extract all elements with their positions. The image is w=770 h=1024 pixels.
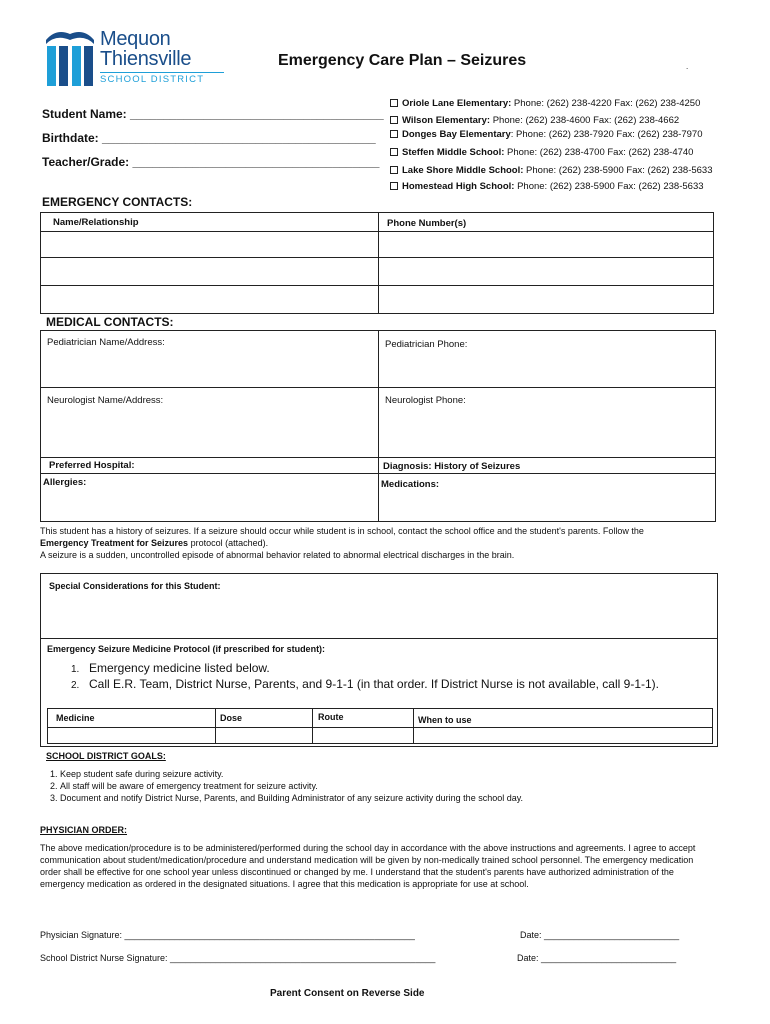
medical-contacts-table bbox=[40, 330, 716, 522]
emergency-contacts-heading: EMERGENCY CONTACTS: bbox=[42, 195, 193, 209]
teacher-grade-field[interactable]: Teacher/Grade: _____________________________________ bbox=[42, 155, 380, 169]
special-considerations-label: Special Considerations for this Student: bbox=[49, 581, 221, 591]
protocol-item-1: 1. Emergency medicine listed below. bbox=[71, 661, 270, 675]
checkbox-icon[interactable] bbox=[390, 182, 398, 190]
contact-phone-cell[interactable] bbox=[381, 287, 711, 312]
reverse-side-note: Parent Consent on Reverse Side bbox=[270, 988, 425, 999]
birthdate-field[interactable]: Birthdate: _________________________________________ bbox=[42, 131, 376, 145]
contact-phone-cell[interactable] bbox=[381, 259, 711, 284]
column-header-name: Name/Relationship bbox=[53, 217, 139, 228]
medications-label: Medications: bbox=[381, 479, 440, 490]
medicine-table bbox=[47, 708, 713, 744]
special-considerations-box bbox=[40, 573, 718, 747]
school-option[interactable]: Homestead High School: Phone: (262) 238-5900 Fax: (262) 238-5633 bbox=[390, 181, 704, 192]
seizure-info-line-1: This student has a history of seizures. If a seizure should occur while student is in school, contact the school office and the student's parents. Follow the bbox=[40, 526, 644, 536]
school-option[interactable]: Oriole Lane Elementary: Phone: (262) 238-4220 Fax: (262) 238-4250 bbox=[390, 98, 700, 109]
preferred-hospital-label: Preferred Hospital: bbox=[49, 460, 135, 471]
route-cell[interactable] bbox=[315, 729, 412, 742]
pediatrician-phone-label: Pediatrician Phone: bbox=[385, 339, 468, 350]
goals-heading: SCHOOL DISTRICT GOALS: bbox=[46, 751, 166, 761]
special-considerations-input[interactable] bbox=[43, 596, 715, 636]
physician-date-field[interactable]: Date: ___________________________ bbox=[520, 930, 680, 940]
neurologist-name-label: Neurologist Name/Address: bbox=[47, 395, 164, 406]
checkbox-icon[interactable] bbox=[390, 166, 398, 174]
when-to-use-cell[interactable] bbox=[416, 729, 710, 742]
contact-name-cell[interactable] bbox=[43, 259, 376, 284]
protocol-heading: Emergency Seizure Medicine Protocol (if prescribed for student): bbox=[47, 644, 326, 654]
dose-cell[interactable] bbox=[218, 729, 311, 742]
school-option[interactable]: Steffen Middle School: Phone: (262) 238-4700 Fax: (262) 238-4740 bbox=[390, 147, 693, 158]
goal-item: 2. All staff will be aware of emergency treatment for seizure activity. bbox=[60, 780, 720, 792]
medicine-cell[interactable] bbox=[50, 729, 214, 742]
contact-name-cell[interactable] bbox=[43, 233, 376, 256]
emergency-contacts-table bbox=[40, 212, 714, 314]
logo-line-1: Mequon bbox=[100, 28, 171, 50]
goals-list bbox=[60, 768, 720, 804]
neurologist-phone-label: Neurologist Phone: bbox=[385, 395, 466, 406]
protocol-item-2: 2. Call E.R. Team, District Nurse, Parents, and 9-1-1 (in that order. If District Nurse is not available, call 9-1-1). bbox=[71, 677, 659, 691]
medical-contacts-heading: MEDICAL CONTACTS: bbox=[46, 315, 174, 329]
logo-line-3: SCHOOL DISTRICT bbox=[100, 72, 224, 85]
checkbox-icon[interactable] bbox=[390, 148, 398, 156]
nurse-date-field[interactable]: Date: ___________________________ bbox=[517, 953, 677, 963]
diagnosis-label: Diagnosis: History of Seizures bbox=[383, 461, 521, 472]
goal-item: 1. Keep student safe during seizure activity. bbox=[60, 768, 720, 780]
student-name-field[interactable]: Student Name: ______________________________________ bbox=[42, 107, 384, 121]
column-header-phone: Phone Number(s) bbox=[387, 218, 467, 229]
school-option[interactable]: Lake Shore Middle School: Phone: (262) 238-5900 Fax: (262) 238-5633 bbox=[390, 165, 713, 176]
checkbox-icon[interactable] bbox=[390, 99, 398, 107]
physician-order-text: The above medication/procedure is to be administered/performed during the school day in accordance with the above instructions and agreements. I agree to accept communication about student/medication/procedure and understand medication will be given by non-medically trained school personnel. The emergency medication order shall be effective for one school year unless discontinued or changed by me. I understand that the student's parents have authorized administration of the emergency medication as ordered in the designated situations. I agree that this medication is appropriate for use at school. bbox=[40, 843, 696, 889]
physician-order-heading: PHYSICIAN ORDER: bbox=[40, 825, 128, 835]
contact-name-cell[interactable] bbox=[43, 287, 376, 312]
seizure-info-line-2: Emergency Treatment for Seizures protocol (attached). bbox=[40, 538, 269, 548]
checkbox-icon[interactable] bbox=[390, 130, 398, 138]
physician-signature-field[interactable]: Physician Signature: __________________________________________________________ bbox=[40, 930, 415, 940]
logo-line-2: Thiensville bbox=[100, 48, 192, 70]
checkbox-icon[interactable] bbox=[390, 116, 398, 124]
school-option[interactable]: Donges Bay Elementary: Phone: (262) 238-7920 Fax: (262) 238-7970 bbox=[390, 129, 702, 140]
column-header-medicine: Medicine bbox=[56, 713, 95, 723]
allergies-label: Allergies: bbox=[43, 477, 87, 488]
district-logo-icon bbox=[44, 26, 96, 88]
page-title: Emergency Care Plan – Seizures bbox=[278, 52, 527, 69]
goal-item: 3. Document and notify District Nurse, Parents, and Building Administrator of any seizure activity during the school day. bbox=[60, 792, 720, 804]
seizure-definition: A seizure is a sudden, uncontrolled episode of abnormal behavior related to abnormal electrical discharges in the brain. bbox=[40, 550, 515, 560]
district-logo bbox=[44, 26, 234, 90]
column-header-route: Route bbox=[318, 712, 344, 722]
column-header-when-to-use: When to use bbox=[418, 715, 472, 725]
nurse-signature-field[interactable]: School District Nurse Signature: _____________________________________________________ bbox=[40, 953, 436, 963]
pediatrician-name-label: Pediatrician Name/Address: bbox=[47, 337, 165, 348]
column-header-dose: Dose bbox=[220, 713, 243, 723]
contact-phone-cell[interactable] bbox=[381, 233, 711, 256]
seizure-info bbox=[40, 525, 720, 561]
header-mark: . bbox=[686, 62, 689, 71]
school-option[interactable]: Wilson Elementary: Phone: (262) 238-4600 Fax: (262) 238-4662 bbox=[390, 115, 679, 126]
